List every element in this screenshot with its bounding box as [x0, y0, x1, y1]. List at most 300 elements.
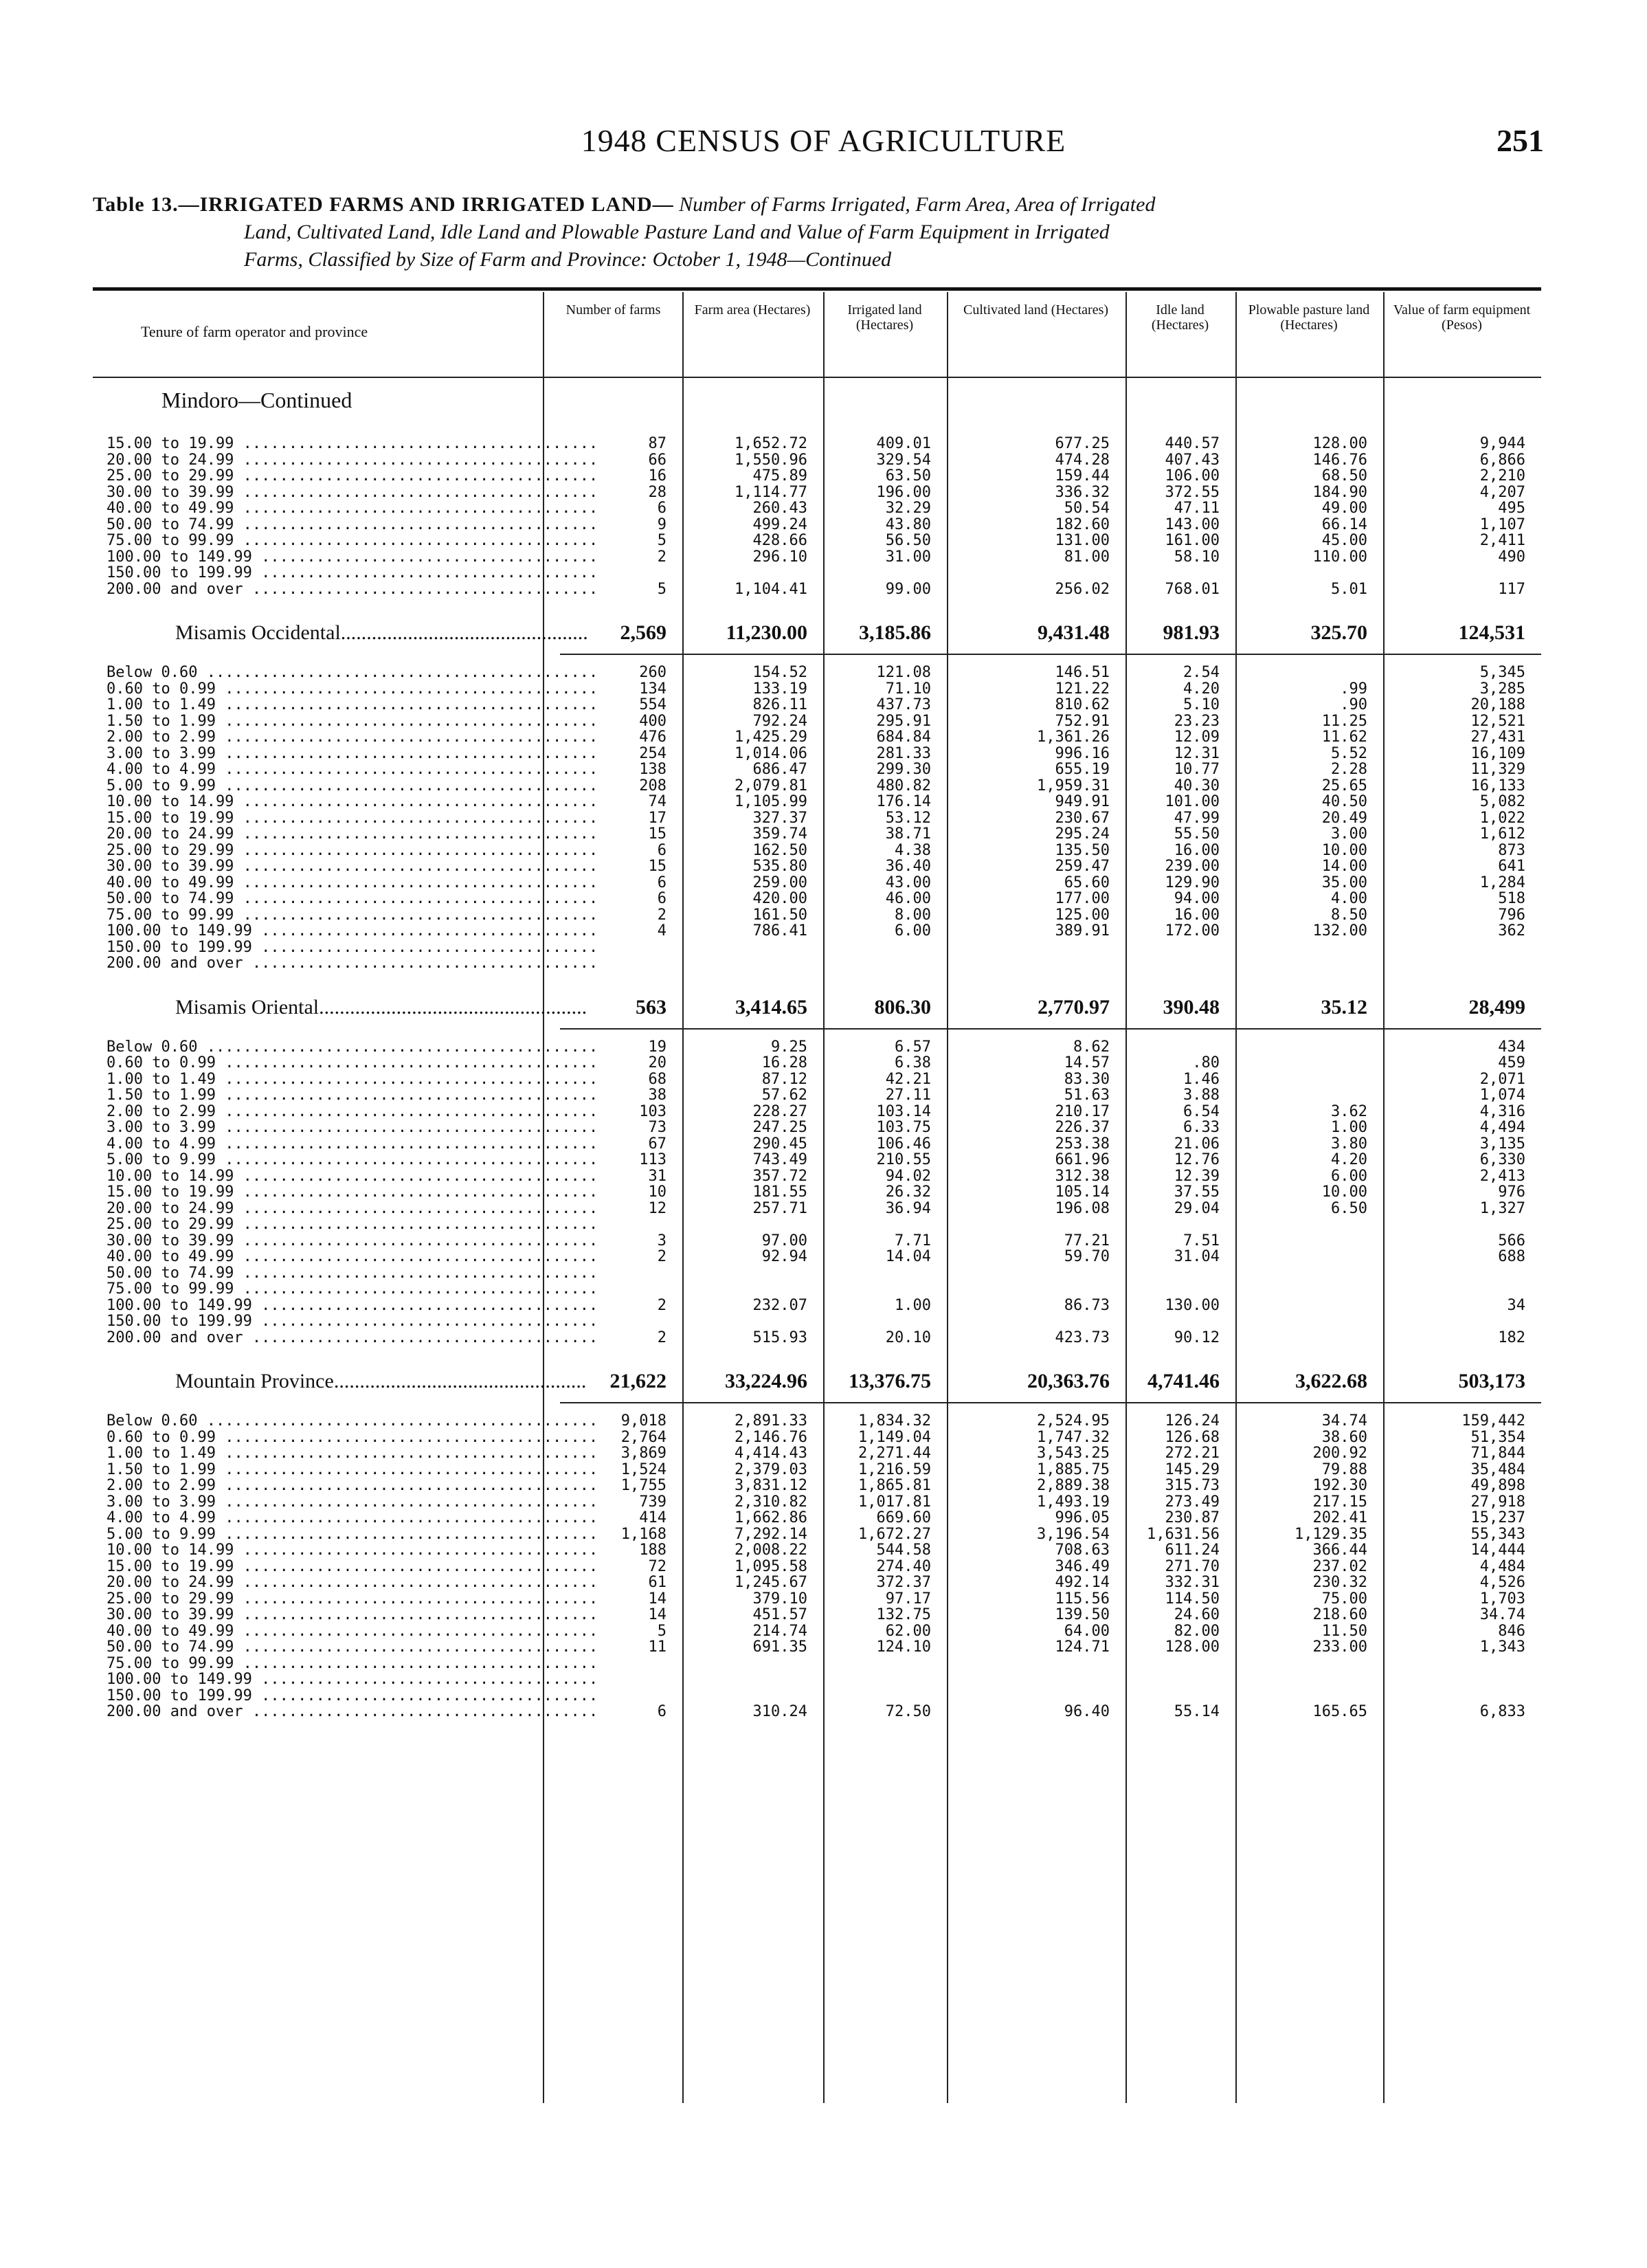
cell-idle: 12.39	[1174, 1167, 1220, 1185]
cell-farms: 15	[648, 825, 666, 843]
cell-pasture: 325.70	[1310, 621, 1367, 644]
cell-cultivated: 131.00	[1055, 532, 1110, 549]
cell-irrigated: 56.50	[885, 532, 931, 549]
cell-area: 2,310.82	[735, 1493, 807, 1511]
cell-pasture: 75.00	[1321, 1590, 1367, 1608]
cell-pasture: .90	[1340, 696, 1367, 713]
cell-cultivated: 996.05	[1055, 1509, 1110, 1526]
cell-pasture: .99	[1340, 680, 1367, 698]
cell-irrigated: 36.40	[885, 858, 931, 875]
cell-farms: 61	[648, 1574, 666, 1591]
cell-idle: 12.31	[1174, 744, 1220, 762]
size-class-label: 5.00 to 9.99 .....	[107, 1526, 601, 1543]
cell-cultivated: 474.28	[1055, 451, 1110, 469]
column-header-cultivated: Cultivated land (Hectares)	[963, 302, 1109, 318]
cell-equipment: 14,444	[1470, 1542, 1525, 1559]
cell-equipment: 11,329	[1470, 761, 1525, 778]
table-row	[93, 1249, 1541, 1265]
table-row	[93, 665, 1541, 681]
cell-irrigated: 36.94	[885, 1199, 931, 1217]
cell-idle: 55.50	[1174, 825, 1220, 843]
cell-equipment: 49,898	[1470, 1477, 1525, 1494]
size-class-label: 2.00 to 2.99 .....	[107, 729, 601, 746]
running-head	[0, 122, 1647, 164]
table-row	[93, 940, 1541, 956]
table-row	[93, 1542, 1541, 1559]
caption-line-3: Farms, Classified by Size of Farm and Province: October 1, 1948—Continued	[244, 248, 892, 271]
cell-farms: 2	[657, 1248, 666, 1265]
cell-idle: 768.01	[1165, 580, 1220, 598]
column-header-farms: Number of farms	[565, 302, 661, 318]
cell-equipment: 12,521	[1470, 712, 1525, 730]
header-rule	[93, 377, 1541, 378]
cell-pasture: 146.76	[1312, 451, 1367, 469]
cell-farms: 67	[648, 1135, 666, 1153]
cell-idle: 4.20	[1183, 680, 1220, 698]
table-row	[93, 1413, 1541, 1430]
size-class-label: 75.00 to 99.99 .....	[107, 1656, 601, 1672]
cell-farms: 739	[639, 1493, 666, 1511]
cell-idle: 101.00	[1165, 793, 1220, 810]
table-row	[93, 729, 1541, 746]
cell-farms: 6	[657, 841, 666, 859]
column-header-pasture: Plowable pasture land (Hectares)	[1248, 302, 1370, 333]
table-row	[93, 1510, 1541, 1526]
cell-cultivated: 295.24	[1055, 825, 1110, 843]
size-class-label: 200.00 and over .....	[107, 1330, 601, 1346]
cell-farms: 6	[657, 500, 666, 517]
cell-pasture: 38.60	[1321, 1428, 1367, 1446]
cell-farms: 414	[639, 1509, 666, 1526]
size-class-label: 4.00 to 4.99 .....	[107, 1136, 601, 1153]
cell-idle: 6.54	[1183, 1102, 1220, 1120]
cell-farms: 2	[657, 1296, 666, 1314]
table-row	[93, 1607, 1541, 1623]
cell-cultivated: 752.91	[1055, 712, 1110, 730]
cell-farms: 9	[657, 515, 666, 533]
cell-irrigated: 26.32	[885, 1183, 931, 1201]
cell-idle: 6.33	[1183, 1119, 1220, 1136]
table-row	[93, 1071, 1541, 1088]
cell-equipment: 6,330	[1479, 1151, 1525, 1168]
cell-equipment: 16,133	[1470, 777, 1525, 794]
table-row	[93, 1039, 1541, 1056]
cell-pasture: 14.00	[1321, 858, 1367, 875]
cell-farms: 14	[648, 1590, 666, 1608]
cell-area: 2,079.81	[735, 777, 807, 794]
cell-cultivated: 64.00	[1064, 1622, 1110, 1640]
size-class-label: 5.00 to 9.99 .....	[107, 1152, 601, 1168]
cell-area: 535.80	[752, 858, 807, 875]
cell-pasture: 202.41	[1312, 1509, 1367, 1526]
cell-idle: 332.31	[1165, 1574, 1220, 1591]
cell-farms: 254	[639, 744, 666, 762]
cell-pasture: 184.90	[1312, 483, 1367, 501]
cell-idle: 129.90	[1165, 874, 1220, 891]
page-number: 251	[1497, 123, 1544, 158]
cell-cultivated: 121.22	[1055, 680, 1110, 698]
cell-pasture: 4.20	[1331, 1151, 1367, 1168]
size-class-label: 100.00 to 149.99 .....	[107, 1298, 601, 1314]
cell-pasture: 35.12	[1321, 995, 1367, 1019]
cell-idle: 315.73	[1165, 1477, 1220, 1494]
cell-idle: 47.99	[1174, 809, 1220, 827]
size-class-label: Below 0.60 .....	[107, 1039, 601, 1056]
cell-area: 1,114.77	[735, 483, 807, 501]
cell-equipment: 5,345	[1479, 664, 1525, 681]
cell-cultivated: 256.02	[1055, 580, 1110, 598]
cell-area: 691.35	[752, 1638, 807, 1656]
table-row	[93, 1201, 1541, 1217]
cell-pasture: 10.00	[1321, 1183, 1367, 1201]
cell-idle: 90.12	[1174, 1328, 1220, 1346]
table-row	[93, 1087, 1541, 1104]
cell-cultivated: 423.73	[1055, 1328, 1110, 1346]
cell-cultivated: 226.37	[1055, 1119, 1110, 1136]
cell-farms: 21,622	[609, 1370, 666, 1392]
cell-pasture: 45.00	[1321, 532, 1367, 549]
size-class-label: 1.50 to 1.99 .....	[107, 1087, 601, 1104]
cell-equipment: 20,188	[1470, 696, 1525, 713]
cell-farms: 1,168	[620, 1525, 666, 1543]
cell-irrigated: 63.50	[885, 467, 931, 485]
cell-area: 290.45	[752, 1135, 807, 1153]
cell-cultivated: 346.49	[1055, 1557, 1110, 1575]
cell-area: 2,008.22	[735, 1542, 807, 1559]
size-class-label: 10.00 to 14.99 .....	[107, 794, 601, 810]
cell-area: 4,414.43	[735, 1445, 807, 1462]
table-row	[93, 581, 1541, 598]
cell-equipment: 27,918	[1470, 1493, 1525, 1511]
size-class-label: 2.00 to 2.99 .....	[107, 1478, 601, 1494]
cell-area: 499.24	[752, 515, 807, 533]
table-row	[93, 746, 1541, 762]
cell-irrigated: 103.14	[876, 1102, 931, 1120]
cell-pasture: 3.00	[1331, 825, 1367, 843]
province-name: Misamis Occidental .....	[175, 612, 587, 654]
size-class-label: 20.00 to 24.99 .....	[107, 1201, 601, 1217]
cell-farms: 113	[639, 1151, 666, 1168]
size-class-label: 150.00 to 199.99 .....	[107, 1313, 601, 1330]
table-row	[93, 713, 1541, 730]
cell-pasture: 366.44	[1312, 1542, 1367, 1559]
cell-farms: 2	[657, 1328, 666, 1346]
cell-equipment: 873	[1498, 841, 1525, 859]
table-row	[93, 1623, 1541, 1640]
cell-equipment: 976	[1498, 1183, 1525, 1201]
cell-area: 16.28	[761, 1054, 807, 1071]
cell-farms: 11	[648, 1638, 666, 1656]
cell-idle: 82.00	[1174, 1622, 1220, 1640]
cell-farms: 1,755	[620, 1477, 666, 1494]
cell-irrigated: 32.29	[885, 500, 931, 517]
cell-farms: 68	[648, 1070, 666, 1088]
cell-area: 428.66	[752, 532, 807, 549]
cell-farms: 6	[657, 890, 666, 907]
size-class-label: 20.00 to 24.99 .....	[107, 452, 601, 469]
cell-cultivated: 125.00	[1055, 906, 1110, 924]
size-class-label: 40.00 to 49.99 .....	[107, 500, 601, 517]
cell-irrigated: 13,376.75	[849, 1370, 931, 1392]
cell-cultivated: 492.14	[1055, 1574, 1110, 1591]
size-class-label: 25.00 to 29.99 .....	[107, 1216, 601, 1233]
cell-irrigated: 6.57	[895, 1038, 931, 1056]
cell-cultivated: 8.62	[1073, 1038, 1110, 1056]
cell-pasture: 10.00	[1321, 841, 1367, 859]
table-row	[93, 810, 1541, 827]
cell-cultivated: 139.50	[1055, 1606, 1110, 1623]
cell-equipment: 71,844	[1470, 1445, 1525, 1462]
table-row	[93, 923, 1541, 940]
cell-irrigated: 299.30	[876, 761, 931, 778]
size-class-label: 150.00 to 199.99 .....	[107, 940, 601, 956]
table-row	[93, 1136, 1541, 1153]
cell-equipment: 34	[1507, 1296, 1525, 1314]
table-row	[93, 778, 1541, 794]
cell-area: 743.49	[752, 1151, 807, 1168]
cell-cultivated: 230.67	[1055, 809, 1110, 827]
cell-irrigated: 409.01	[876, 435, 931, 452]
cell-equipment: 459	[1498, 1054, 1525, 1071]
cell-equipment: 5,082	[1479, 793, 1525, 810]
cell-area: 327.37	[752, 809, 807, 827]
cell-cultivated: 135.50	[1055, 841, 1110, 859]
cell-cultivated: 146.51	[1055, 664, 1110, 681]
cell-pasture: 165.65	[1312, 1703, 1367, 1720]
cell-cultivated: 65.60	[1064, 874, 1110, 891]
cell-farms: 15	[648, 858, 666, 875]
cell-equipment: 2,411	[1479, 532, 1525, 549]
cell-cultivated: 105.14	[1055, 1183, 1110, 1201]
province-name: Misamis Oriental .....	[175, 987, 587, 1028]
province-total-row	[93, 1361, 1541, 1402]
cell-farms: 2,764	[620, 1428, 666, 1446]
cell-irrigated: 99.00	[885, 580, 931, 598]
cell-area: 296.10	[752, 548, 807, 566]
table-row	[93, 452, 1541, 469]
cell-idle: 128.00	[1165, 1638, 1220, 1656]
cell-cultivated: 115.56	[1055, 1590, 1110, 1608]
cell-farms: 38	[648, 1087, 666, 1104]
cell-cultivated: 86.73	[1064, 1296, 1110, 1314]
cell-cultivated: 59.70	[1064, 1248, 1110, 1265]
cell-area: 260.43	[752, 500, 807, 517]
cell-equipment: 9,944	[1479, 435, 1525, 452]
cell-cultivated: 177.00	[1055, 890, 1110, 907]
table-row	[93, 1526, 1541, 1543]
size-class-label: 20.00 to 24.99 .....	[107, 826, 601, 843]
cell-cultivated: 677.25	[1055, 435, 1110, 452]
cell-area: 826.11	[752, 696, 807, 713]
cell-idle: 130.00	[1165, 1296, 1220, 1314]
cell-farms: 554	[639, 696, 666, 713]
cell-farms: 2	[657, 906, 666, 924]
cell-idle: 106.00	[1165, 467, 1220, 485]
cell-idle: 611.24	[1165, 1542, 1220, 1559]
cell-irrigated: 103.75	[876, 1119, 931, 1136]
cell-farms: 20	[648, 1054, 666, 1071]
cell-idle: 23.23	[1174, 712, 1220, 730]
cell-equipment: 3,285	[1479, 680, 1525, 698]
cell-pasture: 8.50	[1331, 906, 1367, 924]
cell-irrigated: 176.14	[876, 793, 931, 810]
cell-irrigated: 544.58	[876, 1542, 931, 1559]
cell-irrigated: 62.00	[885, 1622, 931, 1640]
cell-idle: 161.00	[1165, 532, 1220, 549]
cell-pasture: 2.28	[1331, 761, 1367, 778]
column-header-idle: Idle land (Hectares)	[1151, 302, 1209, 333]
cell-pasture: 237.02	[1312, 1557, 1367, 1575]
cell-equipment: 55,343	[1470, 1525, 1525, 1543]
cell-equipment: 15,237	[1470, 1509, 1525, 1526]
cell-pasture: 128.00	[1312, 435, 1367, 452]
cell-pasture: 66.14	[1321, 515, 1367, 533]
cell-idle: 390.48	[1163, 995, 1220, 1019]
cell-farms: 14	[648, 1606, 666, 1623]
province-section	[93, 385, 1541, 612]
cell-farms: 1,524	[620, 1460, 666, 1478]
cell-equipment: 846	[1498, 1622, 1525, 1640]
cell-irrigated: 46.00	[885, 890, 931, 907]
cell-idle: 239.00	[1165, 858, 1220, 875]
cell-area: 2,891.33	[735, 1412, 807, 1430]
cell-equipment: 1,022	[1479, 809, 1525, 827]
cell-equipment: 495	[1498, 500, 1525, 517]
cell-area: 87.12	[761, 1070, 807, 1088]
cell-farms: 17	[648, 809, 666, 827]
cell-cultivated: 661.96	[1055, 1151, 1110, 1168]
cell-irrigated: 71.10	[885, 680, 931, 698]
cell-pasture: 25.65	[1321, 777, 1367, 794]
cell-pasture: 3.62	[1331, 1102, 1367, 1120]
table-body	[93, 385, 1541, 1735]
cell-equipment: 124,531	[1458, 621, 1525, 644]
cell-irrigated: 106.46	[876, 1135, 931, 1153]
cell-area: 33,224.96	[725, 1370, 807, 1392]
cell-idle: 126.68	[1165, 1428, 1220, 1446]
cell-cultivated: 312.38	[1055, 1167, 1110, 1185]
province-total-row	[93, 987, 1541, 1028]
table-row	[93, 1104, 1541, 1120]
table-row	[93, 500, 1541, 517]
caption-line-1: Number of Farms Irrigated, Farm Area, Area of Irrigated	[679, 193, 1156, 216]
cell-area: 7,292.14	[735, 1525, 807, 1543]
cell-equipment: 490	[1498, 548, 1525, 566]
cell-area: 451.57	[752, 1606, 807, 1623]
cell-irrigated: 295.91	[876, 712, 931, 730]
cell-pasture: 3.80	[1331, 1135, 1367, 1153]
cell-farms: 563	[636, 995, 666, 1019]
table-row	[93, 697, 1541, 713]
cell-idle: 3.88	[1183, 1087, 1220, 1104]
cell-cultivated: 182.60	[1055, 515, 1110, 533]
cell-area: 2,146.76	[735, 1428, 807, 1446]
size-class-label: 15.00 to 19.99 .....	[107, 810, 601, 827]
table-row	[93, 1478, 1541, 1494]
cell-farms: 4	[657, 922, 666, 940]
size-class-label: 150.00 to 199.99 .....	[107, 565, 601, 581]
cell-farms: 188	[639, 1542, 666, 1559]
column-header-tenure: Tenure of farm operator and province	[141, 323, 368, 340]
table-row	[93, 533, 1541, 549]
cell-equipment: 1,343	[1479, 1638, 1525, 1656]
cell-idle: 372.55	[1165, 483, 1220, 501]
cell-idle: 440.57	[1165, 435, 1220, 452]
cell-irrigated: 329.54	[876, 451, 931, 469]
table-row	[93, 955, 1541, 972]
size-class-label: 1.00 to 1.49 .....	[107, 1445, 601, 1462]
cell-area: 420.00	[752, 890, 807, 907]
size-class-label: 40.00 to 49.99 .....	[107, 1249, 601, 1265]
table-row	[93, 1313, 1541, 1330]
province-name: Mindoro—Continued	[161, 388, 352, 412]
table-row	[93, 826, 1541, 843]
size-class-label: 50.00 to 74.99 .....	[107, 517, 601, 533]
cell-area: 1,550.96	[735, 451, 807, 469]
cell-farms: 208	[639, 777, 666, 794]
cell-irrigated: 684.84	[876, 729, 931, 746]
cell-area: 154.52	[752, 664, 807, 681]
cell-cultivated: 253.38	[1055, 1135, 1110, 1153]
size-class-label: 30.00 to 39.99 .....	[107, 1233, 601, 1249]
cell-cultivated: 3,196.54	[1037, 1525, 1110, 1543]
cell-irrigated: 4.38	[895, 841, 931, 859]
cell-idle: 47.11	[1174, 500, 1220, 517]
cell-irrigated: 806.30	[874, 995, 931, 1019]
cell-area: 161.50	[752, 906, 807, 924]
cell-cultivated: 708.63	[1055, 1542, 1110, 1559]
size-class-label: 30.00 to 39.99 .....	[107, 858, 601, 875]
table-row	[93, 794, 1541, 810]
cell-irrigated: 20.10	[885, 1328, 931, 1346]
cell-area: 1,652.72	[735, 435, 807, 452]
table-row	[93, 1298, 1541, 1314]
cell-irrigated: 42.21	[885, 1070, 931, 1088]
cell-equipment: 182	[1498, 1328, 1525, 1346]
cell-idle: 5.10	[1183, 696, 1220, 713]
cell-pasture: 49.00	[1321, 500, 1367, 517]
cell-equipment: 159,442	[1461, 1412, 1525, 1430]
size-class-label: 200.00 and over .....	[107, 1704, 601, 1720]
cell-equipment: 1,107	[1479, 515, 1525, 533]
cell-pasture: 34.74	[1321, 1412, 1367, 1430]
size-class-label: 100.00 to 149.99 .....	[107, 923, 601, 940]
cell-area: 786.41	[752, 922, 807, 940]
cell-area: 247.25	[752, 1119, 807, 1136]
cell-area: 214.74	[752, 1622, 807, 1640]
cell-cultivated: 51.63	[1064, 1087, 1110, 1104]
size-class-label: 20.00 to 24.99 .....	[107, 1575, 601, 1591]
cell-irrigated: 97.17	[885, 1590, 931, 1608]
cell-irrigated: 437.73	[876, 696, 931, 713]
province-total-row	[93, 612, 1541, 654]
cell-equipment: 6,833	[1479, 1703, 1525, 1720]
cell-cultivated: 96.40	[1064, 1703, 1110, 1720]
cell-irrigated: 1,834.32	[858, 1412, 931, 1430]
cell-idle: 29.04	[1174, 1199, 1220, 1217]
cell-pasture: 217.15	[1312, 1493, 1367, 1511]
cell-pasture: 20.49	[1321, 809, 1367, 827]
cell-area: 3,414.65	[735, 995, 807, 1019]
cell-pasture: 35.00	[1321, 874, 1367, 891]
cell-irrigated: 31.00	[885, 548, 931, 566]
table-row	[93, 1462, 1541, 1478]
cell-equipment: 4,484	[1479, 1557, 1525, 1575]
cell-area: 162.50	[752, 841, 807, 859]
cell-idle: 1,631.56	[1147, 1525, 1220, 1543]
cell-cultivated: 50.54	[1064, 500, 1110, 517]
cell-area: 1,014.06	[735, 744, 807, 762]
